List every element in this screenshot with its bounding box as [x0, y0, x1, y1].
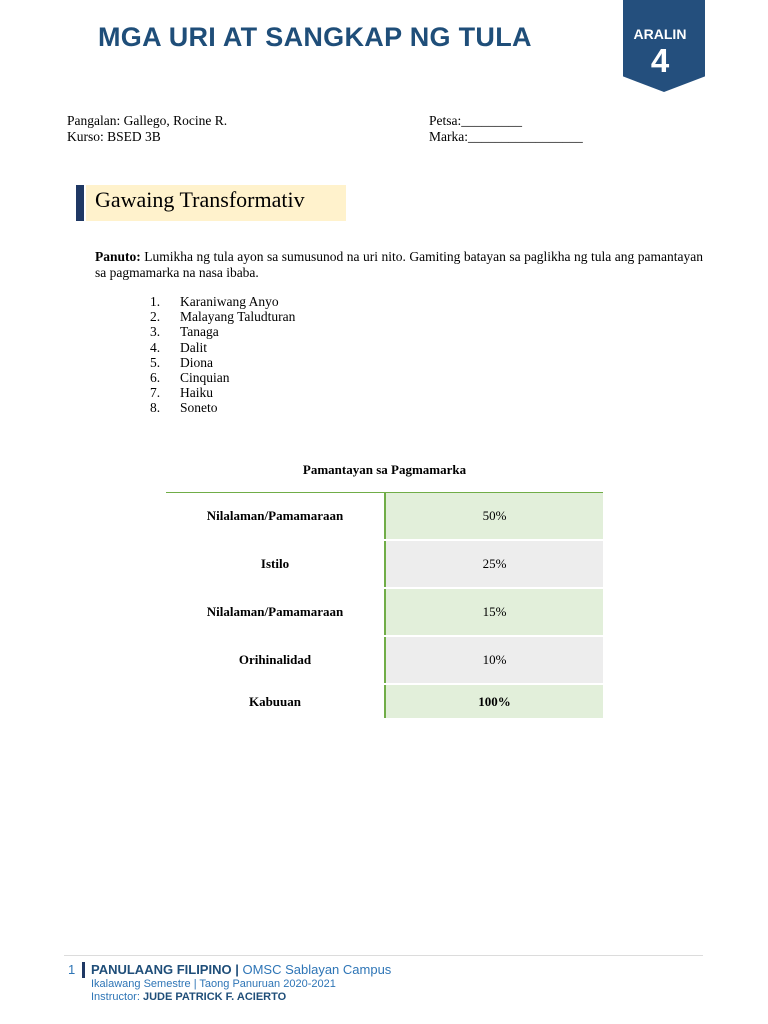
list-item	[150, 294, 295, 309]
rubric-total-value: 100%	[386, 685, 603, 718]
rubric-criterion: Istilo	[166, 541, 386, 587]
badge-number: 4	[650, 42, 670, 79]
instructions-text: Lumikha ng tula ayon sa sumusunod na uri nito. Gamiting batayan sa paglikha ng tula ang pamantayan sa pagmamarka na nasa ibaba.	[95, 249, 703, 280]
instructions	[95, 249, 703, 280]
rubric-weight: 50%	[386, 493, 603, 539]
footer-instructor-name: JUDE PATRICK F. ACIERTO	[142, 991, 287, 1003]
footer-campus: OMSC Sablayan Campus	[242, 962, 392, 977]
poem-type-list	[150, 294, 295, 416]
footer-subject-line	[91, 962, 391, 977]
list-item-number: 2.	[150, 309, 161, 325]
rubric-criterion: Nilalaman/Pamamaraan	[166, 493, 386, 539]
list-item	[150, 355, 295, 370]
footer-instructor-line	[91, 991, 286, 1003]
section-heading: Gawaing Transformativ	[95, 187, 305, 212]
list-item-number: 7.	[150, 385, 161, 401]
rubric-weight: 25%	[386, 541, 603, 587]
footer-separator: |	[231, 962, 243, 977]
list-item-number: 1.	[150, 294, 161, 309]
rubric-criterion: Nilalaman/Pamamaraan	[166, 589, 386, 635]
page-title: MGA URI AT SANGKAP NG TULA	[98, 22, 532, 52]
badge-label: ARALIN	[633, 26, 687, 42]
section-accent-bar	[76, 185, 84, 221]
list-item	[150, 309, 295, 324]
student-course: Kurso: BSED 3B	[67, 129, 161, 144]
footer-instructor-label: Instructor:	[91, 991, 143, 1003]
student-name: Pangalan: Gallego, Rocine R.	[67, 113, 228, 128]
table-row-total	[166, 685, 603, 720]
table-row	[166, 637, 603, 685]
footer-accent-bar	[82, 962, 85, 978]
rubric-table	[166, 492, 603, 720]
footer-subject: PANULAANG FILIPINO	[91, 962, 232, 977]
rubric-weight: 10%	[386, 637, 603, 683]
list-item-label: Dalit	[180, 339, 207, 355]
list-item	[150, 400, 295, 415]
table-row	[166, 541, 603, 589]
list-item-number: 4.	[150, 339, 161, 355]
list-item-label: Malayang Taludturan	[180, 309, 296, 325]
list-item	[150, 324, 295, 339]
list-item-label: Diona	[180, 354, 213, 370]
page-number: 1	[68, 962, 76, 977]
list-item-number: 3.	[150, 324, 161, 340]
rubric-caption: Pamantayan sa Pagmamarka	[302, 462, 467, 477]
list-item-number: 6.	[150, 369, 161, 385]
rubric-criterion: Orihinalidad	[166, 637, 386, 683]
list-item	[150, 385, 295, 400]
list-item-label: Tanaga	[180, 324, 219, 340]
score-field: Marka:_________________	[429, 129, 583, 144]
list-item-number: 5.	[150, 354, 161, 370]
list-item-label: Haiku	[180, 385, 213, 401]
rubric-total-label: Kabuuan	[166, 685, 386, 718]
list-item-label: Karaniwang Anyo	[180, 294, 279, 309]
date-field: Petsa:_________	[429, 113, 522, 128]
list-item-label: Cinquian	[180, 369, 230, 385]
table-row	[166, 589, 603, 637]
list-item-label: Soneto	[180, 400, 218, 416]
footer-semester: Ikalawang Semestre | Taong Panuruan 2020-2021	[91, 978, 336, 990]
instructions-label: Panuto:	[95, 249, 141, 264]
rubric-weight: 15%	[386, 589, 603, 635]
lesson-badge	[623, 0, 705, 92]
list-item	[150, 340, 295, 355]
table-row	[166, 493, 603, 541]
footer-divider	[64, 955, 703, 956]
list-item	[150, 370, 295, 385]
list-item-number: 8.	[150, 400, 161, 416]
